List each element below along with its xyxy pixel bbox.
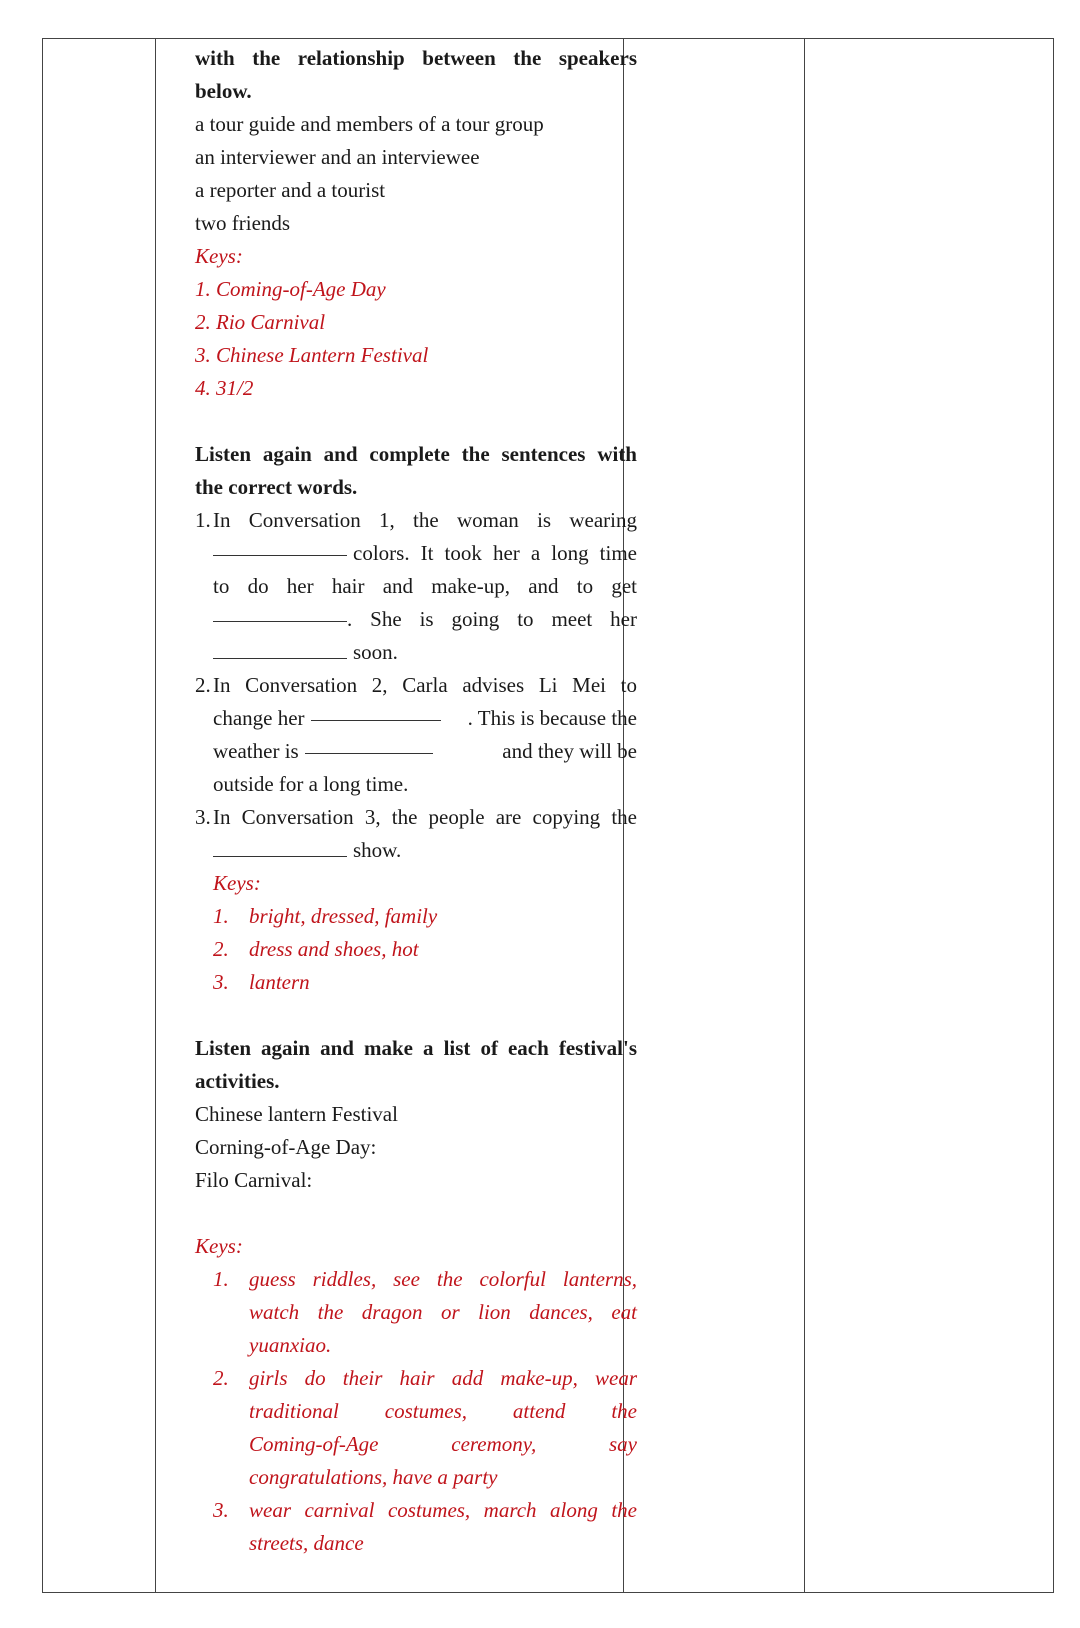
festival-item: Filo Carnival: xyxy=(195,1168,313,1192)
keys-label: Keys: xyxy=(213,871,261,895)
sentence-number: 2. xyxy=(195,673,211,697)
key-answer: 2. dress and shoes, hot xyxy=(213,937,419,961)
activities-heading-1: Listen again and make a list of each festival's xyxy=(195,1036,637,1060)
answer-blank[interactable] xyxy=(213,537,347,556)
festival-item: Chinese lantern Festival xyxy=(195,1102,398,1126)
key-answer: 2. Rio Carnival xyxy=(195,310,326,334)
sentence-1: 1. In Conversation 1, the woman is wearing xyxy=(195,504,637,537)
sentence-3: 3. In Conversation 3, the people are copying the xyxy=(195,801,637,834)
complete-heading-1: Listen again and complete the sentences with xyxy=(195,442,637,466)
keys-label: Keys: xyxy=(195,244,243,268)
answer-blank[interactable] xyxy=(213,640,347,659)
activity-cell: with the relationship between the speakers below. a tour guide and members of a tour group an interviewer and an interviewee a reporter and a tourist two friends Keys: 1. Coming-of-Age Day 2. Rio Carnival 3. Chinese Lantern Festival 4. 31/2 Listen again and complete the sentences with the correct words. 1. In Conversation 1, the woman is wearing colors. It took her a long time to do her hair and make-up, and to get . She is going to meet her soon. 2. In Conversation 2, Carla advises Li Mei to change her . This is because the weather is and they will be outside for a long time. 3. In Conversation 3, the people are copying the show. Keys: 1. bright, dressed, family 2. dress and shoes, hot 3. lantern Listen again and make a list of each festival's activities. Chinese lantern Festival Corning-of-Age Day: Filo Carnival: Keys: 1. guess riddles, see the colorful lanterns, watch the dragon or lion dances, eat yuanxiao. 2. girls do their hair add make-up, wear traditional costumes, attend the Coming-of-Age ceremony, say congratulations, have a party 3. wear carnival costumes, march along the streets, dance xyxy=(195,42,637,1560)
key-answer: 4. 31/2 xyxy=(195,376,254,400)
relationship-option: an interviewer and an interviewee xyxy=(195,145,480,169)
column-divider-1 xyxy=(155,39,156,1592)
sentence-number: 3. xyxy=(195,805,211,829)
answer-blank[interactable] xyxy=(311,702,441,721)
sentence-number: 1. xyxy=(195,508,211,532)
answer-blank[interactable] xyxy=(213,603,347,622)
answer-blank[interactable] xyxy=(213,838,347,857)
sentence-2: 2. In Conversation 2, Carla advises Li Mei to xyxy=(195,669,637,702)
answer-blank[interactable] xyxy=(305,735,433,754)
keys-label: Keys: xyxy=(195,1234,243,1258)
relationship-heading-1: with the relationship between the speakers xyxy=(195,46,637,70)
relationship-option: a reporter and a tourist xyxy=(195,178,386,202)
key-answer: 3. Chinese Lantern Festival xyxy=(195,343,429,367)
relationship-option: a tour guide and members of a tour group xyxy=(195,112,544,136)
key-answer: 1. Coming-of-Age Day xyxy=(195,277,386,301)
column-divider-3 xyxy=(804,39,805,1592)
key-answer: 3. wear carnival costumes, march along the streets, dance xyxy=(213,1498,637,1555)
complete-heading-2: the correct words. xyxy=(195,475,358,499)
activities-heading-2: activities. xyxy=(195,1069,280,1093)
relationship-option: two friends xyxy=(195,211,291,235)
key-answer: 3. lantern xyxy=(213,970,310,994)
key-answer: 1. bright, dressed, family xyxy=(213,904,438,928)
key-answer: 2. girls do their hair add make-up, wear traditional costumes, attend the Coming-of-Age ceremony, say congratulations, have a party xyxy=(213,1366,637,1489)
key-answer: 1. guess riddles, see the colorful lanterns, watch the dragon or lion dances, eat yuanxiao. xyxy=(213,1267,637,1357)
relationship-heading-2: below. xyxy=(195,79,252,103)
festival-item: Corning-of-Age Day: xyxy=(195,1135,377,1159)
